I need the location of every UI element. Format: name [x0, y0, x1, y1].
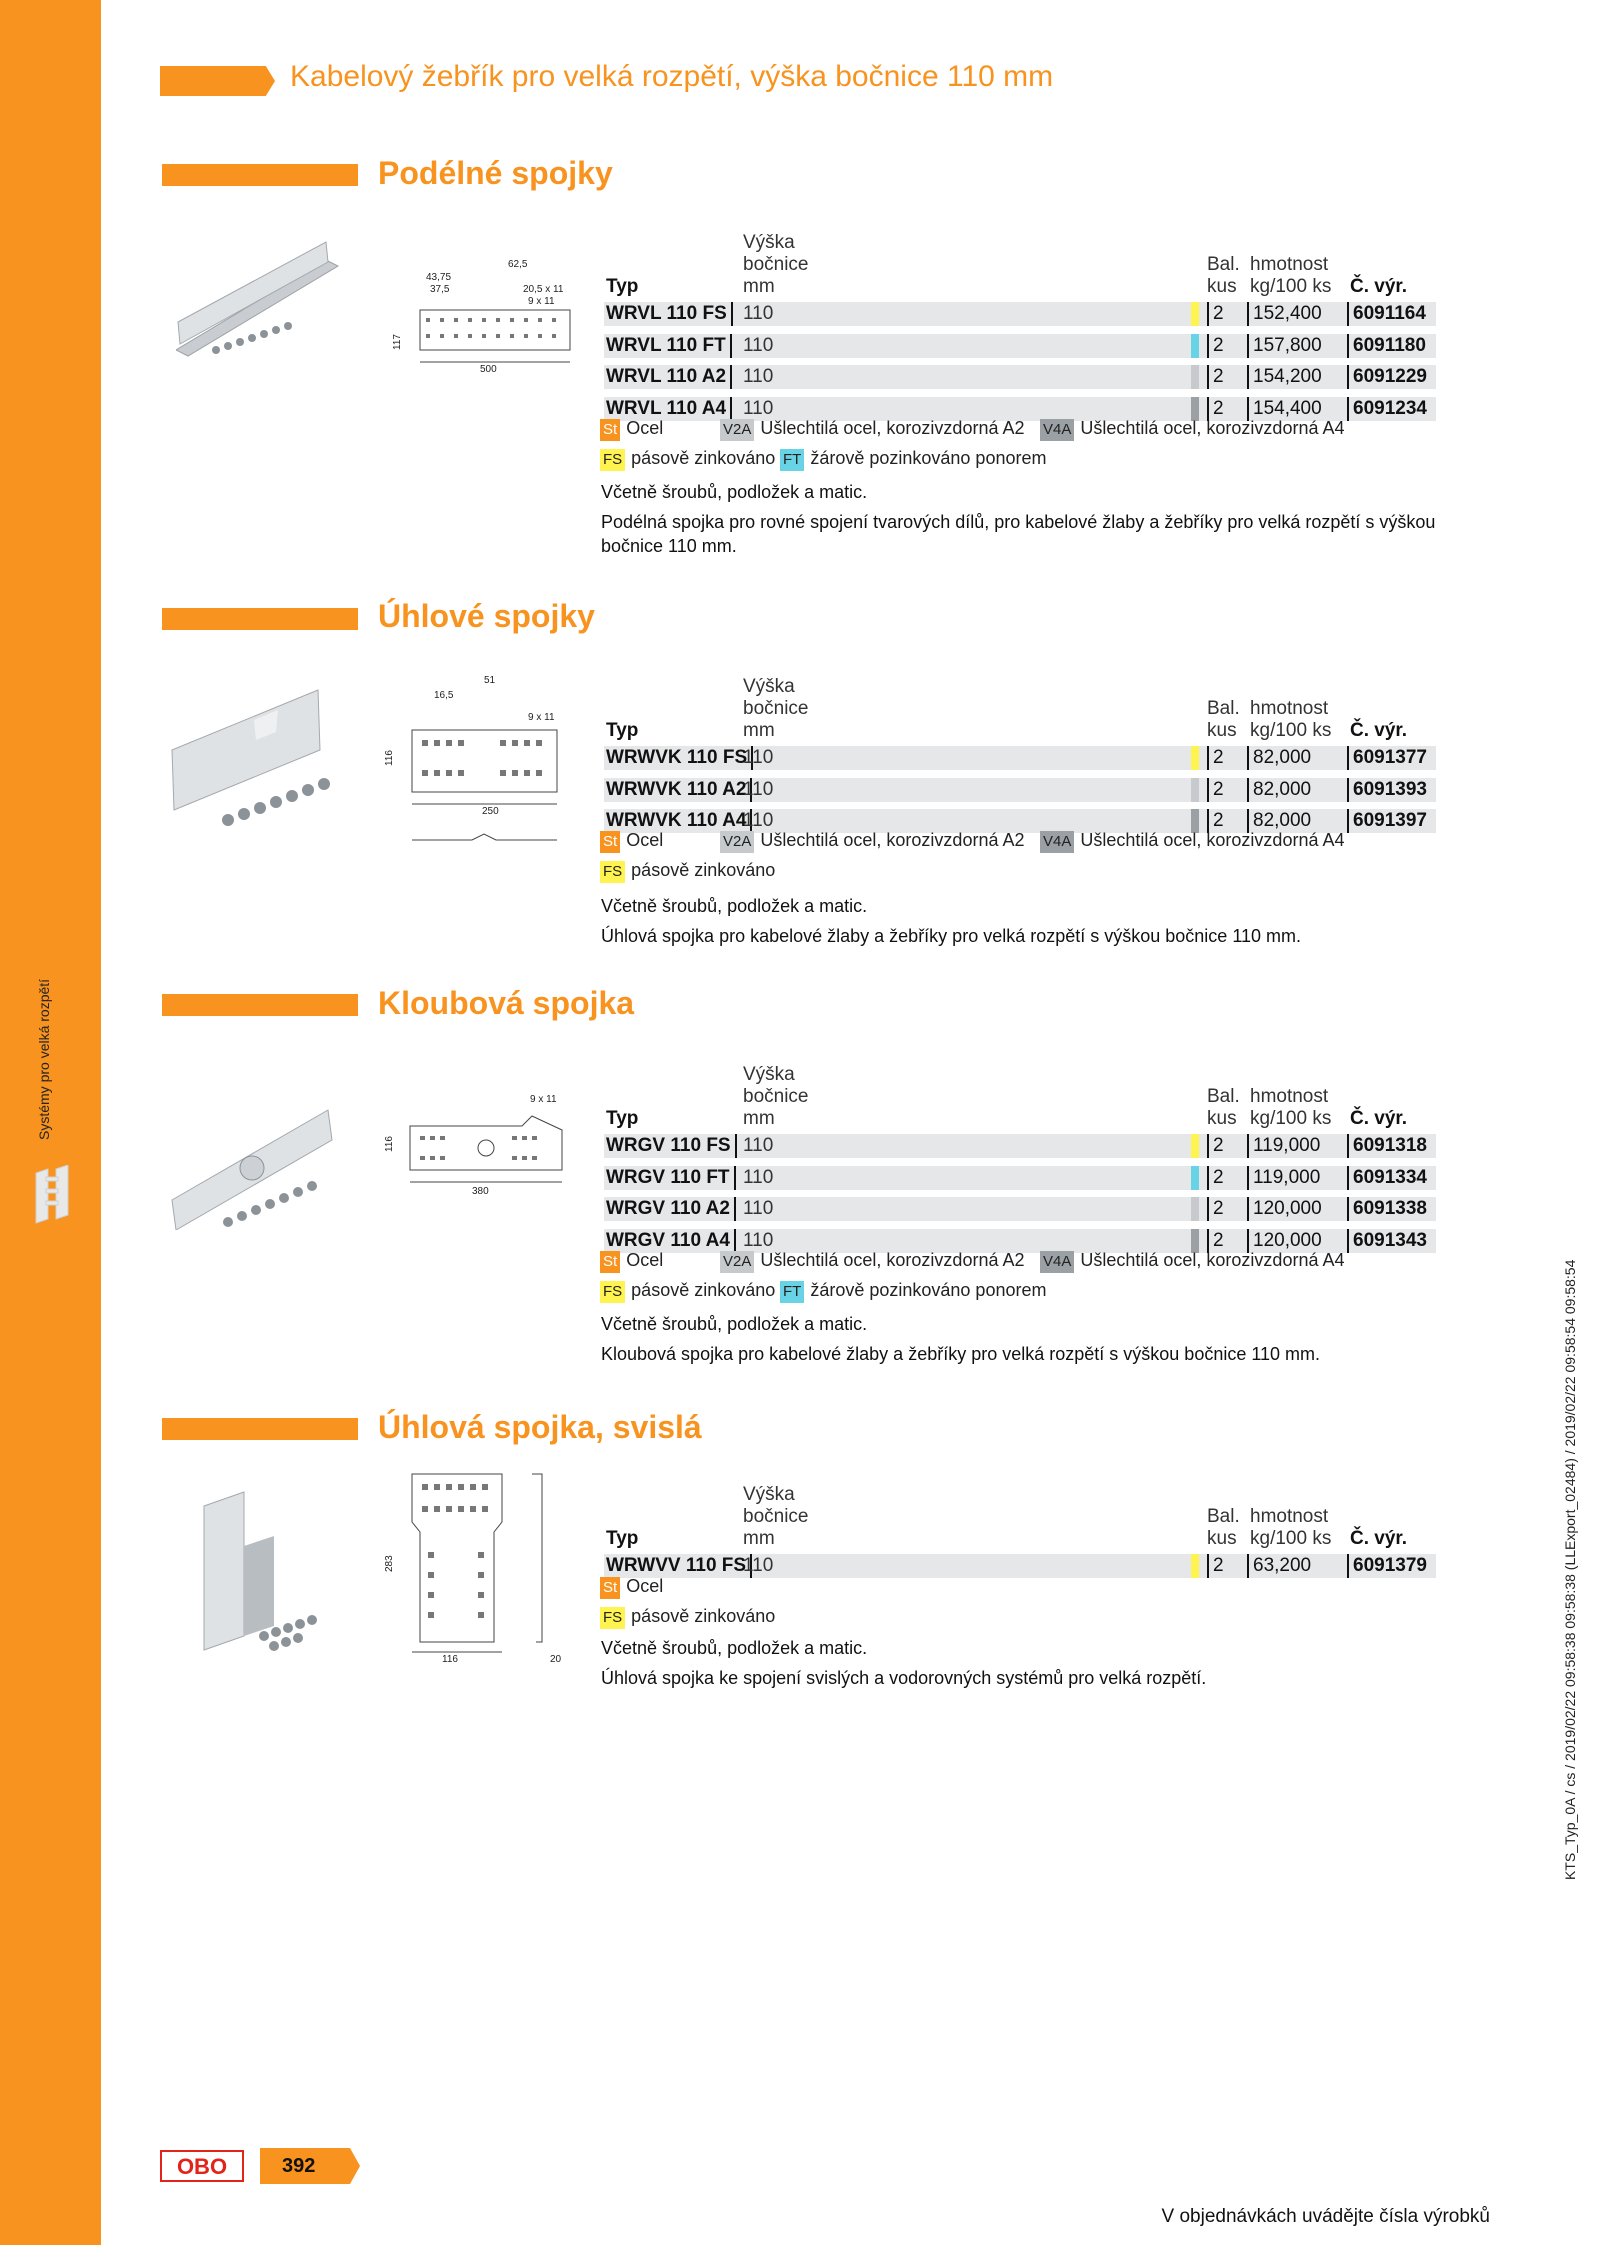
col-bal: Bal. kus: [1207, 1506, 1240, 1549]
description: Kloubová spojka pro kabelové žlaby a žebříky pro velká rozpětí s výškou bočnice 110 mm.: [601, 1344, 1321, 1364]
section-title: Kloubová spojka: [378, 985, 635, 1021]
legend-text: Ocel: [626, 418, 664, 438]
cell-vyska: 110: [743, 747, 774, 768]
cell-vyska: 110: [743, 778, 774, 800]
legend-item-fs: [600, 1280, 775, 1303]
legend-tag: St: [600, 831, 620, 853]
legend-item-fs: [600, 1606, 775, 1629]
legend-text: Ocel: [626, 830, 664, 850]
legend-text: pásově zinkováno: [631, 448, 776, 468]
finish-swatch: [1191, 1197, 1199, 1221]
cell-hmotnost: 82,000: [1247, 809, 1311, 833]
col-hmotnost: hmotnost kg/100 ks: [1250, 1086, 1332, 1129]
cell-typ: WRVL 110 A4: [606, 397, 732, 421]
col-cv: Č. výr.: [1350, 1108, 1408, 1129]
included-note: Včetně šroubů, podložek a matic.: [601, 1314, 868, 1334]
svg-text:500: 500: [480, 364, 497, 375]
legend-item-v2a: [720, 830, 1025, 853]
svg-text:62,5: 62,5: [508, 259, 528, 270]
svg-text:9 x 11: 9 x 11: [530, 1094, 557, 1105]
legend-tag: V4A: [1040, 831, 1074, 853]
legend-text: Ocel: [626, 1250, 664, 1270]
col-typ: Typ: [606, 720, 639, 741]
legend-item-v4a: [1040, 1250, 1345, 1273]
cell-vyska: 110: [743, 1166, 774, 1188]
legend-text: Ušlechtilá ocel, korozivzdorná A4: [1080, 830, 1345, 850]
cell-hmotnost: 63,200: [1247, 1554, 1311, 1578]
cell-typ: WRGV 110 FT: [606, 1166, 736, 1190]
legend-item-st: [600, 1250, 663, 1273]
included-note: Včetně šroubů, podložek a matic.: [601, 1638, 868, 1658]
cell-vyska: 110: [743, 1198, 774, 1219]
cell-kus: 2: [1207, 746, 1224, 770]
cell-vyska: 110: [743, 810, 774, 831]
legend-tag: St: [600, 419, 620, 441]
cell-cv: 6091393: [1347, 778, 1427, 802]
svg-text:9 x 11: 9 x 11: [528, 712, 555, 723]
col-vyska: Výška bočnice mm: [743, 1064, 809, 1129]
section-title: Úhlová spojka, svislá: [378, 1409, 702, 1445]
product-table: [604, 220, 1436, 428]
cell-vyska: 110: [743, 334, 774, 356]
svg-text:16,5: 16,5: [434, 690, 454, 701]
col-hmotnost: hmotnost kg/100 ks: [1250, 698, 1332, 741]
cell-hmotnost: 120,000: [1247, 1229, 1322, 1253]
product-photo: [168, 680, 348, 840]
finish-swatch: [1191, 1229, 1199, 1253]
technical-drawing: [382, 1462, 582, 1672]
legend-tag: St: [600, 1251, 620, 1273]
table-header: [604, 664, 1436, 746]
legend-item-v2a: [720, 418, 1025, 441]
legend-item-v2a: [720, 1250, 1025, 1273]
cell-kus: 2: [1207, 334, 1224, 358]
technical-drawing: [382, 670, 582, 860]
cell-typ: WRWVK 110 A2: [606, 778, 752, 802]
col-bal: Bal. kus: [1207, 698, 1240, 741]
legend-item-fs: [600, 448, 775, 471]
legend-tag: St: [600, 1577, 620, 1599]
cell-kus: 2: [1207, 1134, 1224, 1158]
legend-item-st: [600, 830, 663, 853]
svg-text:116: 116: [442, 1654, 458, 1665]
header-tab: [160, 66, 275, 96]
legend-item-st: [600, 1576, 663, 1599]
cell-kus: 2: [1207, 302, 1224, 326]
finish-swatch: [1191, 334, 1199, 358]
legend-item-v4a: [1040, 418, 1345, 441]
cell-kus: 2: [1207, 365, 1224, 389]
finish-swatch: [1191, 397, 1199, 421]
cell-hmotnost: 119,000: [1247, 1134, 1320, 1158]
col-vyska: Výška bočnice mm: [743, 232, 809, 297]
cable-ladder-icon: [30, 1165, 74, 1227]
cell-cv: 6091343: [1347, 1229, 1427, 1253]
technical-drawing: [390, 258, 580, 383]
description: Úhlová spojka ke spojení svislých a vodorovných systémů pro velká rozpětí.: [601, 1668, 1207, 1688]
table-row: [604, 365, 1436, 397]
svg-text:20,5 x 11: 20,5 x 11: [523, 284, 564, 295]
cell-vyska: 110: [743, 366, 774, 387]
legend-tag: FS: [600, 861, 625, 883]
section-title: Úhlové spojky: [378, 598, 595, 634]
svg-text:116: 116: [384, 750, 395, 766]
cell-hmotnost: 157,800: [1247, 334, 1322, 358]
page-title: Kabelový žebřík pro velká rozpětí, výška bočnice 110 mm: [290, 60, 1054, 93]
col-hmotnost: hmotnost kg/100 ks: [1250, 254, 1332, 297]
col-vyska: Výška bočnice mm: [743, 1484, 809, 1549]
col-typ: Typ: [606, 1528, 639, 1549]
cell-hmotnost: 82,000: [1247, 778, 1311, 802]
col-typ: Typ: [606, 276, 639, 297]
description: Úhlová spojka pro kabelové žlaby a žebříky pro velká rozpětí s výškou bočnice 110 mm.: [601, 926, 1302, 946]
cell-cv: 6091379: [1347, 1554, 1427, 1578]
cell-cv: 6091397: [1347, 809, 1427, 833]
cell-cv: 6091180: [1347, 334, 1426, 358]
product-photo: [194, 1486, 344, 1656]
section-bar: [162, 1418, 358, 1440]
col-cv: Č. výr.: [1350, 276, 1408, 297]
cell-hmotnost: 120,000: [1247, 1197, 1322, 1221]
cell-vyska: 110: [743, 1135, 774, 1156]
legend-tag: FS: [600, 1607, 625, 1629]
col-cv: Č. výr.: [1350, 1528, 1408, 1549]
cell-kus: 2: [1207, 778, 1224, 802]
legend-tag: V4A: [1040, 1251, 1074, 1273]
legend-text: žárově pozinkováno ponorem: [810, 448, 1047, 468]
legend-item-ft: [780, 1280, 1046, 1303]
export-meta: KTS_Typ_0A / cs / 2019/02/22 09:58:38 09:58:38 (LLExport_02484) / 2019/02/22 09:58:54 09:58:54: [1562, 1259, 1578, 1880]
svg-text:116: 116: [384, 1136, 395, 1152]
cell-vyska: 110: [743, 303, 774, 324]
product-photo: [176, 240, 346, 370]
col-bal: Bal. kus: [1207, 1086, 1240, 1129]
cell-kus: 2: [1207, 1197, 1224, 1221]
table-row: [604, 1554, 1436, 1586]
svg-text:283: 283: [384, 1555, 395, 1572]
cell-kus: 2: [1207, 809, 1224, 833]
included-note: Včetně šroubů, podložek a matic.: [601, 482, 868, 502]
legend-tag: V2A: [720, 419, 754, 441]
legend-text: Ušlechtilá ocel, korozivzdorná A2: [760, 830, 1025, 850]
cell-hmotnost: 154,200: [1247, 365, 1322, 389]
svg-text:43,75: 43,75: [426, 272, 452, 283]
cell-kus: 2: [1207, 1229, 1224, 1253]
legend-tag: FT: [780, 1281, 804, 1303]
cell-vyska: 110: [743, 397, 774, 419]
table-row: [604, 334, 1436, 366]
cell-typ: WRGV 110 A4: [606, 1229, 736, 1253]
section-bar: [162, 164, 358, 186]
section-bar: [162, 994, 358, 1016]
legend-item-ft: [780, 448, 1046, 471]
table-header: [604, 1472, 1436, 1554]
col-cv: Č. výr.: [1350, 720, 1408, 741]
finish-swatch: [1191, 746, 1199, 770]
legend-text: pásově zinkováno: [631, 1606, 776, 1626]
svg-text:51: 51: [484, 675, 496, 686]
cell-hmotnost: 154,400: [1247, 397, 1322, 421]
table-row: [604, 1134, 1436, 1166]
cell-cv: 6091338: [1347, 1197, 1427, 1221]
cell-typ: WRWVV 110 FS: [606, 1554, 752, 1578]
legend-text: Ušlechtilá ocel, korozivzdorná A2: [760, 418, 1025, 438]
legend-item-st: [600, 418, 663, 441]
finish-swatch: [1191, 302, 1199, 326]
cell-cv: 6091318: [1347, 1134, 1427, 1158]
legend-text: Ušlechtilá ocel, korozivzdorná A4: [1080, 1250, 1345, 1270]
table-row: [604, 778, 1436, 810]
legend-text: pásově zinkováno: [631, 1280, 776, 1300]
table-header: [604, 220, 1436, 302]
cell-typ: WRGV 110 A2: [606, 1197, 736, 1221]
finish-swatch: [1191, 1554, 1199, 1578]
footer-note: V objednávkách uvádějte čísla výrobků: [1161, 2206, 1490, 2227]
cell-typ: WRVL 110 FS: [606, 302, 733, 326]
col-hmotnost: hmotnost kg/100 ks: [1250, 1506, 1332, 1549]
cell-cv: 6091164: [1347, 302, 1426, 326]
legend-text: Ušlechtilá ocel, korozivzdorná A4: [1080, 418, 1345, 438]
technical-drawing: [382, 1090, 582, 1230]
col-vyska: Výška bočnice mm: [743, 676, 809, 741]
svg-text:9 x 11: 9 x 11: [528, 296, 555, 307]
included-note: Včetně šroubů, podložek a matic.: [601, 896, 868, 916]
finish-swatch: [1191, 1134, 1199, 1158]
cell-cv: 6091229: [1347, 365, 1427, 389]
cell-kus: 2: [1207, 1166, 1224, 1190]
cell-hmotnost: 82,000: [1247, 746, 1311, 770]
legend-tag: V4A: [1040, 419, 1074, 441]
legend-text: Ocel: [626, 1576, 664, 1596]
table-header: [604, 1052, 1436, 1134]
table-row: [604, 302, 1436, 334]
cell-cv: 6091377: [1347, 746, 1427, 770]
legend-text: žárově pozinkováno ponorem: [810, 1280, 1047, 1300]
legend-tag: V2A: [720, 831, 754, 853]
table-row: [604, 1197, 1436, 1229]
sidebar-label: Systémy pro velká rozpětí: [36, 978, 52, 1140]
page-number: 392: [282, 2155, 316, 2177]
legend-tag: V2A: [720, 1251, 754, 1273]
svg-text:380: 380: [472, 1186, 489, 1197]
obo-logo: [160, 2150, 244, 2182]
svg-text:37,5: 37,5: [430, 284, 450, 295]
legend-item-fs: [600, 860, 775, 883]
product-table: [604, 664, 1436, 841]
cell-typ: WRWVK 110 A4: [606, 809, 752, 833]
table-row: [604, 1166, 1436, 1198]
col-bal: Bal. kus: [1207, 254, 1240, 297]
col-typ: Typ: [606, 1108, 639, 1129]
product-photo: [168, 1090, 348, 1230]
svg-text:20: 20: [550, 1654, 562, 1665]
description: Podélná spojka pro rovné spojení tvarových dílů, pro kabelové žlaby a žebříky pro velká rozpětí s výškou bočnice 110 mm.: [601, 512, 1436, 556]
product-table: [604, 1052, 1436, 1260]
cell-vyska: 110: [743, 1229, 774, 1251]
legend-text: Ušlechtilá ocel, korozivzdorná A2: [760, 1250, 1025, 1270]
cell-vyska: 110: [743, 1555, 774, 1576]
cell-hmotnost: 152,400: [1247, 302, 1322, 326]
cell-typ: WRVL 110 FT: [606, 334, 732, 358]
cell-typ: WRWVK 110 FS: [606, 746, 753, 770]
svg-text:117: 117: [392, 334, 403, 350]
cell-typ: WRVL 110 A2: [606, 365, 732, 389]
svg-text:OBO: OBO: [176, 2154, 228, 2179]
cell-typ: WRGV 110 FS: [606, 1134, 737, 1158]
legend-text: pásově zinkováno: [631, 860, 776, 880]
cell-kus: 2: [1207, 397, 1224, 421]
product-table: [604, 1472, 1436, 1586]
cell-cv: 6091234: [1347, 397, 1427, 421]
svg-text:250: 250: [482, 806, 499, 817]
table-row: [604, 746, 1436, 778]
cell-kus: 2: [1207, 1554, 1224, 1578]
cell-cv: 6091334: [1347, 1166, 1427, 1190]
finish-swatch: [1191, 365, 1199, 389]
legend-tag: FS: [600, 1281, 625, 1303]
section-title: Podélné spojky: [378, 155, 613, 191]
legend-tag: FS: [600, 449, 625, 471]
cell-hmotnost: 119,000: [1247, 1166, 1320, 1190]
legend-tag: FT: [780, 449, 804, 471]
legend-item-v4a: [1040, 830, 1345, 853]
section-bar: [162, 608, 358, 630]
finish-swatch: [1191, 778, 1199, 802]
finish-swatch: [1191, 1166, 1199, 1190]
